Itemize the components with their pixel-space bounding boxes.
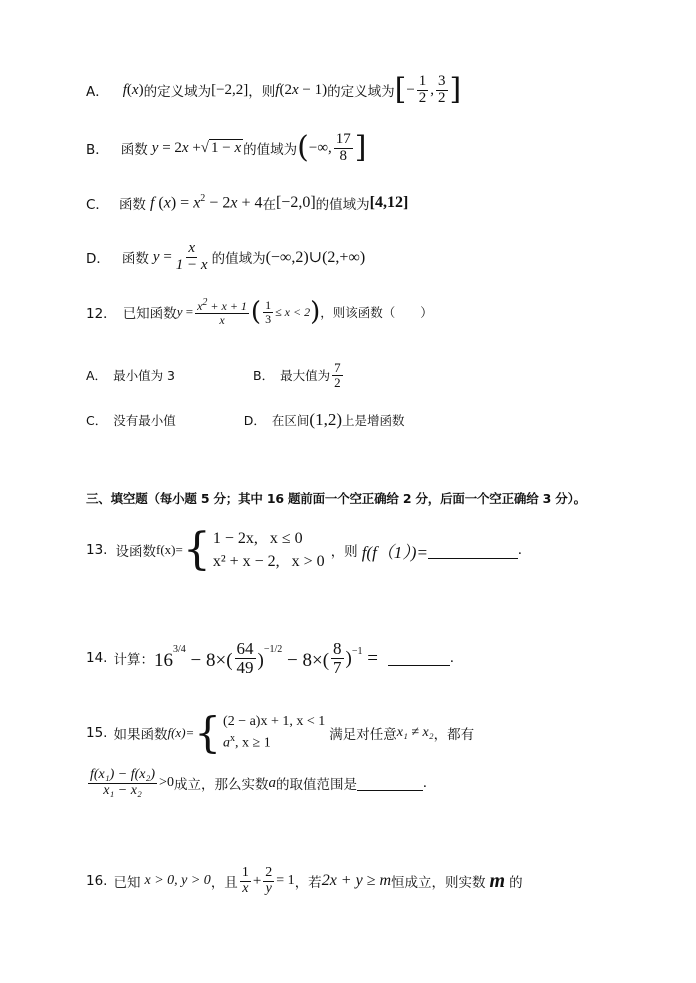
math-var: m bbox=[489, 869, 506, 892]
math-expr: , bbox=[430, 81, 435, 98]
option-label: C． bbox=[86, 413, 108, 428]
question-number: 13. bbox=[86, 542, 108, 559]
fraction bbox=[332, 361, 343, 389]
text: 的值域为 bbox=[243, 142, 298, 159]
option-label: B． bbox=[253, 368, 275, 384]
math-expr: y = 2x + bbox=[151, 139, 201, 156]
math-bracket: ( bbox=[297, 130, 309, 166]
option-text: 没有最小值 bbox=[113, 413, 176, 428]
fraction bbox=[334, 132, 353, 165]
text: ，则 bbox=[330, 544, 358, 561]
math-expr: x₁ ≠ x₂ bbox=[396, 725, 434, 741]
math-expr: − bbox=[406, 81, 415, 98]
q11-option-c bbox=[86, 193, 408, 213]
text: ，则 bbox=[248, 84, 276, 101]
denominator: 1 − x bbox=[175, 256, 208, 273]
question-number: 15. bbox=[86, 725, 108, 742]
numerator: 3 bbox=[438, 73, 446, 89]
text: 已知函数 bbox=[122, 306, 177, 323]
question-number: 16. bbox=[86, 873, 108, 890]
math-bracket: ] bbox=[354, 130, 367, 166]
fraction: $\frac{64}{49}$ bbox=[236, 639, 254, 677]
math-expr: −∞, bbox=[308, 139, 332, 156]
q13: 13. 设函数 f(x)= { 1 − 2x, x ≤ 0 x² + x − 2, x > 0 ，则 f(f（1）)= . bbox=[86, 524, 522, 576]
q12-options-cd bbox=[86, 410, 405, 430]
option-text: 最大值为 bbox=[280, 368, 331, 384]
math-bracket: ) bbox=[310, 297, 321, 328]
question-number: 14. bbox=[86, 650, 108, 667]
sqrt-expr: √ 1 − x bbox=[200, 140, 242, 157]
math-expr: [−2,0] bbox=[275, 194, 316, 211]
piecewise bbox=[213, 527, 325, 573]
text: 的值域为 bbox=[315, 197, 370, 213]
fraction: $\frac{1}{3}$ bbox=[265, 298, 272, 326]
q11-option-b bbox=[86, 132, 367, 165]
text: ，且 bbox=[210, 875, 238, 892]
q11-option-a bbox=[86, 74, 461, 107]
text: 的取值范围是 bbox=[275, 777, 357, 794]
text: 的定义域为 bbox=[143, 84, 212, 101]
math-expr: (1,2) bbox=[309, 410, 342, 429]
option-label: A． bbox=[86, 84, 109, 101]
text: 函数 bbox=[118, 197, 146, 213]
option-label: C． bbox=[86, 197, 109, 213]
text: 的 bbox=[509, 875, 523, 892]
math-bracket: [ bbox=[394, 72, 407, 108]
math-expr: y = bbox=[152, 248, 172, 265]
fraction bbox=[436, 74, 448, 107]
q11-option-d bbox=[86, 241, 365, 274]
brace: { bbox=[194, 708, 222, 758]
q14: 14. 计算： $16^{3/4} - 8\times$( $\frac{64}{49}$ )$^{-1/2}$ − 8×( $\frac{8}{7}$ )$^{-1}$ = . bbox=[86, 639, 454, 677]
brace: { bbox=[182, 524, 211, 576]
math-expr: y = bbox=[176, 304, 194, 320]
q16: 16. 已知 x > 0, y > 0 ，且 $\frac{1}{x}$ + $\frac{2}{y}$ = 1 ，若 2x + y ≥ m 恒成立，则实数 m 的 bbox=[86, 865, 523, 896]
piecewise: (2 − a)x + 1, x < 1 $a^x$, x ≥ 1 bbox=[223, 714, 326, 751]
text: 已知 bbox=[113, 875, 141, 892]
q12-options-ab bbox=[86, 361, 345, 389]
q12-stem bbox=[86, 298, 433, 326]
text: ，则该函数（ ） bbox=[320, 305, 433, 321]
section-heading: 三、填空题（每小题 5 分；其中 16 题前面一个空正确给 2 分，后面一个空正确给 3 分）。 bbox=[86, 491, 586, 506]
math-expr: x > 0, y > 0 bbox=[144, 873, 211, 889]
math-expr: ≤ x < 2 bbox=[275, 304, 311, 319]
fraction: $\frac{\text{f(x₁) − f(x₂)}}{\text{x₁ − x₂}}$ bbox=[90, 767, 156, 798]
denominator: 8 bbox=[339, 147, 348, 164]
fraction bbox=[174, 241, 210, 274]
math-expr: [−2,2] bbox=[211, 81, 249, 98]
text: 成立，那么实数 bbox=[173, 777, 269, 794]
option-text: 最小值为 3 bbox=[113, 368, 175, 384]
fraction: $\frac{2}{y}$ bbox=[265, 865, 273, 896]
option-text: 在区间 bbox=[271, 413, 310, 428]
text: 函数 bbox=[120, 142, 148, 159]
section-title bbox=[86, 489, 586, 507]
numerator: 7 bbox=[334, 360, 341, 375]
fraction: $\frac{1}{x}$ bbox=[241, 865, 249, 896]
math-expr: 2x + y ≥ m bbox=[321, 872, 392, 890]
text: . bbox=[422, 774, 427, 791]
fraction bbox=[417, 74, 429, 107]
numerator: 1 bbox=[418, 73, 427, 89]
math-expr: f(x)= bbox=[155, 542, 183, 558]
case-expr: x² + x − 2, bbox=[212, 553, 280, 571]
denominator: 2 bbox=[438, 89, 446, 106]
math-expr: f(x) bbox=[122, 81, 144, 98]
fraction: $\frac{x^2 + x + 1}{x}$ bbox=[197, 297, 247, 327]
case-cond: x ≥ 1 bbox=[242, 735, 271, 751]
option-label: A． bbox=[86, 368, 108, 384]
text: 恒成立，则实数 bbox=[391, 875, 486, 892]
math-bracket: ( bbox=[250, 297, 262, 328]
case-cond: x > 0 bbox=[291, 553, 325, 571]
text: 计算： bbox=[113, 652, 154, 669]
math-expr: f(f（1）)= bbox=[361, 542, 428, 562]
math-expr: f(2x − 1) bbox=[275, 81, 328, 98]
fraction: $\frac{8}{7}$ bbox=[333, 639, 342, 677]
text: 的定义域为 bbox=[327, 84, 395, 101]
option-label: D． bbox=[86, 251, 110, 268]
question-number: 12． bbox=[86, 306, 117, 323]
answer-blank[interactable] bbox=[357, 776, 423, 791]
case-cond: x ≤ 0 bbox=[269, 530, 303, 547]
text: 函数 bbox=[121, 251, 149, 268]
text: 设函数 bbox=[115, 544, 156, 561]
text: ，若 bbox=[294, 875, 322, 892]
math-expr: f(x)= bbox=[167, 725, 195, 741]
math-expr: $16^{3/4} - 8\times$( bbox=[153, 644, 233, 672]
case-expr: (2 − a)x + 1, x < 1 bbox=[223, 714, 326, 729]
text: 满足对任意 bbox=[329, 727, 397, 744]
math-expr: )$^{-1}$ = bbox=[345, 646, 378, 670]
text: ，都有 bbox=[433, 727, 475, 744]
math-var: a bbox=[268, 774, 276, 791]
q15-line2 bbox=[86, 768, 427, 798]
math-expr: )$^{-1/2}$ − 8×( bbox=[257, 644, 330, 672]
math-expr: (−∞,2)∪(2,+∞) bbox=[265, 249, 366, 267]
math-expr: >0 bbox=[159, 775, 174, 791]
math-bracket: ] bbox=[449, 72, 462, 108]
option-label: B． bbox=[86, 142, 109, 159]
denominator: 2 bbox=[334, 374, 341, 390]
text: 的值域为 bbox=[211, 251, 266, 268]
denominator: 2 bbox=[418, 89, 427, 106]
option-label: D． bbox=[243, 413, 266, 428]
answer-blank[interactable] bbox=[428, 542, 518, 559]
answer-blank[interactable] bbox=[388, 651, 450, 666]
text: 在 bbox=[262, 197, 276, 213]
math-expr: [4,12] bbox=[369, 194, 409, 211]
option-text: 上是增函数 bbox=[341, 413, 405, 428]
math-expr: f $(x) = x^2 - 2x + 4$ bbox=[149, 193, 263, 212]
numerator: x bbox=[188, 240, 196, 256]
text: 如果函数 bbox=[113, 727, 168, 744]
q15-line1 bbox=[86, 708, 475, 758]
numerator: 17 bbox=[335, 131, 351, 147]
case-expr: 1 − 2x, bbox=[212, 530, 258, 547]
